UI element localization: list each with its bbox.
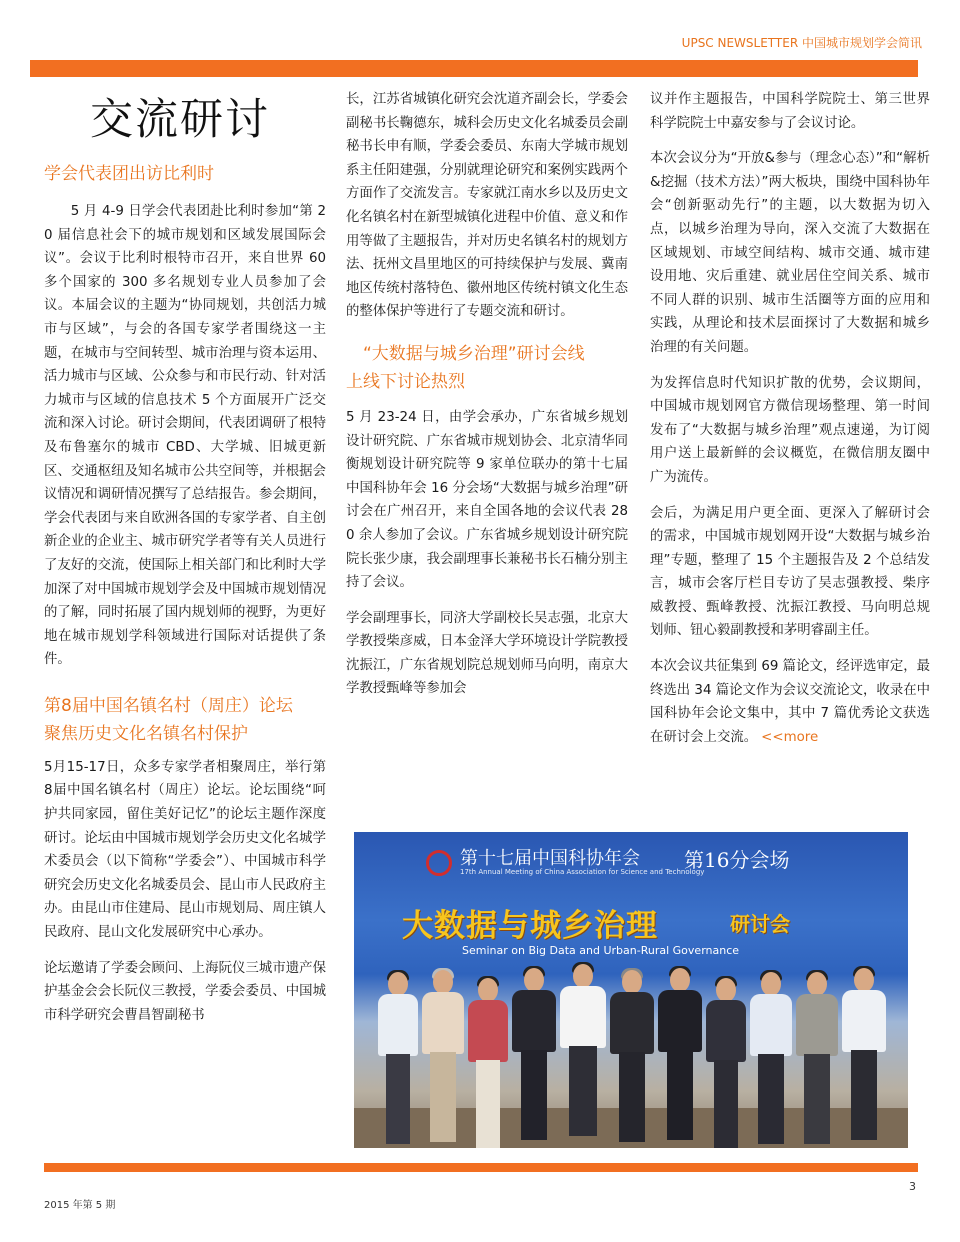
person-figure bbox=[706, 978, 746, 1144]
paragraph: 议并作主题报告，中国科学院院士、第三世界科学院院士中嘉安参与了会议讨论。 bbox=[650, 92, 930, 131]
paragraph-text: 本次会议共征集到 69 篇论文，经评选审定，最终选出 34 篇论文作为会议交流论文，收录在中国科协年会论文集中，其中 7 篇优秀论文获选在研讨会上交流。 bbox=[650, 659, 930, 745]
person-figure bbox=[610, 970, 654, 1144]
person-figure bbox=[512, 968, 556, 1144]
newsletter-header: UPSC NEWSLETTER 中国城市规划学会简讯 bbox=[681, 36, 922, 50]
cast-emblem-icon bbox=[426, 850, 452, 876]
paragraph: 会后，为满足用户更全面、更深入了解研讨会的需求，中国城市规划网开设“大数据与城乡治理”专题，整理了 15 个主题报告及 2 个总结发言，城市会客厅栏目专访了吴志强教授、柴序威教授、甄峰教授、沈振江教授、马向明总规划师、钮心毅副教授和茅明睿副主任。 bbox=[650, 505, 930, 639]
paragraph bbox=[650, 655, 930, 749]
heading-line: 第8届中国名镇名村（周庄）论坛 bbox=[44, 695, 293, 716]
page-title: 交流研讨 bbox=[90, 95, 270, 145]
paragraph: 论坛邀请了学委会顾问、上海阮仪三城市遗产保护基金会会长阮仪三教授，学委会委员、中国城市科学研究会曹昌智副秘书 bbox=[44, 960, 326, 1023]
column-left bbox=[44, 88, 326, 1027]
section-heading-belgium: 学会代表团出访比利时 bbox=[44, 164, 214, 184]
more-link[interactable]: <<more bbox=[761, 729, 819, 745]
banner-line1-en: 17th Annual Meeting of China Association for Science and Technology bbox=[460, 868, 705, 876]
person-figure bbox=[422, 970, 464, 1144]
banner-line1: 第十七届中国科协年会 bbox=[460, 848, 640, 869]
person-figure bbox=[796, 972, 838, 1144]
person-figure bbox=[560, 964, 606, 1144]
paragraph: 5 月 23-24 日，由学会承办，广东省城乡规划设计研究院、广东省城市规划协会、北京清华同衡规划设计研究院等 9 家单位联办的第十七届中国科协年会 16 分会场“大数据与城乡治理”研讨会在广州召开，来自全国各地的会议代表 280 余人参加了会议。广东省城乡规划设计研究院院长张少康，我会副理事长兼秘书长石楠分别主持了会议。 bbox=[346, 409, 628, 591]
heading-line: 上线下讨论热烈 bbox=[346, 371, 465, 392]
section-heading-zhouzhuang bbox=[44, 692, 326, 748]
page-number: 3 bbox=[909, 1180, 916, 1193]
paragraph: 为发挥信息时代知识扩散的优势，会议期间，中国城市规划网官方微信现场整理、第一时间发布了“大数据与城乡治理”观点速递，为订阅用户送上最新鲜的会议概览，在微信朋友圈中广为流传。 bbox=[650, 375, 930, 485]
paragraph: 5 月 4-9 日学会代表团赴比利时参加“第 20 届信息社会下的城市规划和区域发展国际会议”。会议于比利时根特市召开，来自世界 60 多个国家的 300 多名规划专业人员参加了会议。本届会议的主题为“协同规划，共创活力城市与区域”，与会的各国专家学者围绕这一主题，在城市与空间转型、城市治理与资本运用、活力城市与区域、公众参与和市民行动、针对活力城市与区域的信息技术 5 个方面展开广泛交流和深入讨论。研讨会期间，代表团调研了根特及布鲁塞尔的城市 CBD、大学城、旧城更新区、交通枢纽及知名城市公共空间等，并根据会议情况和调研情况撰写了总结报告。参会期间，学会代表团与来自欧洲各国的专家学者、自主创新企业的企业主、城市研究学者等有关人员进行了友好的交流，使国际上相关部门和比利时大学加深了对中国城市规划学会及中国城市规划情况的了解，同时拓展了国内规划师的视野，为更好地在城市规划学科领域进行国际对话提供了条件。 bbox=[44, 204, 326, 668]
person-figure bbox=[378, 972, 418, 1144]
person-figure bbox=[750, 972, 792, 1144]
person-figure bbox=[658, 968, 702, 1144]
paragraph: 本次会议分为“开放&参与（理念心态）”和“解析&挖掘（技术方法）”两大板块，围绕中国科协年会“创新驱动先行”的主题，以大数据为切入点，以城乡治理为导向，深入交流了大数据在区域规划、市域空间结构、城市交通、城市建设用地、灾后重建、就业居住空间关系、城市不同人群的识别、城市生活圈等方面的应用和实践，从理论和技术层面探讨了大数据和城乡治理的有关问题。 bbox=[650, 151, 930, 355]
footer-bar bbox=[44, 1163, 918, 1172]
person-figure bbox=[842, 968, 886, 1144]
person-figure bbox=[468, 978, 508, 1144]
conference-photo bbox=[354, 832, 908, 1148]
paragraph: 学会副理事长，同济大学副校长吴志强，北京大学教授柴彦威，日本金泽大学环境设计学院教授沈振江，广东省规划院总规划师马向明，南京大学教授甄峰等参加会 bbox=[346, 610, 628, 697]
paragraph: 5月15-17日，众多专家学者相聚周庄，举行第8届中国名镇名村（周庄）论坛。论坛围绕“呵护共同家园，留住美好记忆”的论坛主题作深度研讨。论坛由中国城市规划学会历史文化名城学术委员会（以下简称“学委会”）、中国城市科学研究会历史文化名城委员会、昆山市人民政府主办。由昆山市住建局、昆山市规划局、周庄镇人民政府、昆山文化发展研究中心承办。 bbox=[44, 759, 326, 941]
banner-main-title: 大数据与城乡治理 bbox=[402, 908, 658, 944]
heading-line: 聚焦历史文化名镇名村保护 bbox=[44, 723, 248, 744]
header-bar bbox=[30, 60, 918, 77]
section-heading-big-data bbox=[346, 340, 628, 396]
banner-venue: 第16分会场 bbox=[684, 848, 790, 872]
heading-line: “大数据与城乡治理”研讨会线 bbox=[363, 343, 585, 364]
paragraph: 长，江苏省城镇化研究会沈道齐副会长，学委会副秘书长鞠德东，城科会历史文化名城委员会副秘书长申有顺，学委会委员、东南大学城市规划系主任阳建强，分别就理论研究和案例实践两个方面作了交流发言。专家就江南水乡以及历史文化名镇名村在新型城镇化进程中价值、意义和作用等做了主题报告，并对历史名镇名村的规划方法、抚州文昌里地区的可持续保护与发展、冀南地区传统村落特色、徽州地区传统村镇文化生态的整体保护等进行了专题交流和研讨。 bbox=[346, 92, 628, 320]
column-right bbox=[650, 88, 930, 749]
banner-main-suffix: 研讨会 bbox=[730, 912, 790, 936]
banner-top bbox=[354, 840, 908, 882]
issue-label: 2015 年第 5 期 bbox=[44, 1200, 116, 1211]
column-middle bbox=[346, 88, 628, 701]
banner-english-title: Seminar on Big Data and Urban-Rural Governance bbox=[462, 944, 740, 957]
